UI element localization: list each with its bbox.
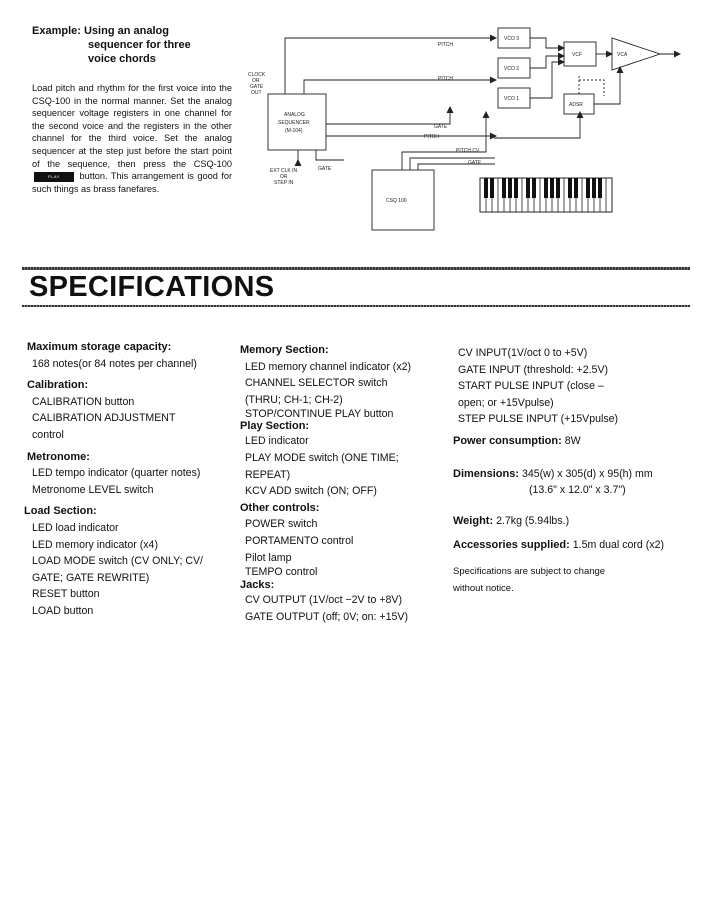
- play-item: PLAY MODE switch (ONE TIME;: [245, 451, 399, 464]
- metronome-heading: Metronome:: [27, 450, 90, 463]
- vco2-label: VCO 2: [504, 66, 520, 72]
- storage-heading: Maximum storage capacity:: [27, 341, 172, 353]
- accessories-row: [453, 537, 693, 554]
- keyboard-icon: [480, 178, 612, 212]
- clock-label-2: OR: [252, 78, 260, 84]
- dimensions-value-inches: (13.6" x 12.0" x 3.7"): [529, 484, 626, 497]
- other-item: PORTAMENTO control: [245, 534, 354, 547]
- load-item: LED load indicator: [32, 521, 119, 534]
- example-title-line2: sequencer for three: [88, 39, 191, 51]
- cv-input-item: CV INPUT(1V/oct 0 to +5V): [458, 347, 588, 359]
- vco1-label: VCO 1: [504, 96, 520, 102]
- load-section-heading: Load Section:: [24, 505, 97, 518]
- jacks-item: GATE OUTPUT (off; 0V; on: +15V): [245, 610, 408, 623]
- calibration-heading: Calibration:: [27, 379, 89, 392]
- storage-value: 168 notes(or 84 notes per channel): [32, 357, 197, 370]
- example-title-line1: Using an analog: [83, 25, 169, 37]
- step-pulse-item: STEP PULSE INPUT (+15Vpulse): [458, 413, 619, 426]
- weight-row: [453, 513, 693, 530]
- example-body-text-end: button. This arrangement is good for such things as brass fanefares.: [32, 171, 233, 194]
- bottom-rule: [22, 305, 690, 307]
- other-item: TEMPO control: [245, 566, 318, 579]
- clock-label-4: OUT: [251, 90, 262, 96]
- specs-column-1: [24, 339, 237, 620]
- metronome-item: Metronome LEVEL switch: [32, 483, 154, 496]
- ext-clk-label-2: OR: [280, 174, 288, 180]
- calibration-item: CALIBRATION ADJUSTMENT: [32, 412, 176, 425]
- calibration-item: control: [32, 428, 64, 441]
- memory-item: (THRU; CH-1; CH-2): [245, 393, 343, 406]
- specifications-title: SPECIFICATIONS: [29, 271, 275, 303]
- ext-clk-label-3: STEP IN: [274, 180, 294, 186]
- play-item: KCV ADD switch (ON; OFF): [245, 485, 377, 498]
- csq-label: CSQ 100: [386, 198, 407, 204]
- pitch-cv-label: PITCH CV: [456, 148, 480, 154]
- accessories-value: 1.5m dual cord (x2): [572, 539, 664, 552]
- play-key-icon: PLAY: [34, 172, 74, 182]
- memory-item: LED memory channel indicator (x2): [245, 360, 412, 373]
- jacks-heading: Jacks:: [240, 579, 275, 592]
- other-item: Pilot lamp: [245, 551, 292, 564]
- accessories-heading: Accessories supplied:: [453, 539, 570, 552]
- dimensions-row: [453, 466, 693, 483]
- calibration-item: CALIBRATION button: [32, 395, 135, 408]
- pitch-low-label: PITCH: [424, 134, 439, 140]
- notice-line: without notice.: [453, 582, 514, 594]
- example-heading: [32, 24, 232, 66]
- clock-label-1: CLOCK: [248, 72, 266, 78]
- power-value: 8W: [564, 434, 581, 447]
- other-controls-heading: Other controls:: [240, 501, 320, 514]
- ext-clk-label-1: EXT CLK IN: [270, 168, 298, 174]
- start-pulse-item: open; or +15Vpulse): [458, 396, 554, 409]
- gate-input-item: GATE INPUT (threshold: +2.5V): [458, 363, 609, 376]
- patch-diagram: [240, 18, 700, 238]
- play-item: LED indicator: [245, 435, 309, 448]
- example-title-line3: voice chords: [88, 53, 156, 65]
- pitch-mid-label: PITCH: [438, 76, 453, 82]
- weight-value: 2.7kg (5.94lbs.): [496, 514, 570, 527]
- gate-right-label: GATE: [468, 160, 482, 166]
- vcf-label: VCF: [572, 52, 582, 58]
- vca-label: VCA: [617, 52, 628, 58]
- load-item: LOAD MODE switch (CV ONLY; CV/: [32, 555, 203, 568]
- example-body: [32, 82, 232, 195]
- metronome-item: LED tempo indicator (quarter notes): [32, 467, 201, 480]
- vco3-label: VCO 3: [504, 36, 520, 42]
- memory-item: STOP/CONTINUE PLAY button: [245, 408, 394, 421]
- memory-item: CHANNEL SELECTOR switch: [245, 377, 388, 390]
- play-section-heading: Play Section:: [240, 420, 310, 433]
- clock-label-3: GATE: [250, 84, 264, 90]
- gate-seq-label: GATE: [318, 166, 332, 172]
- notice-line: Specifications are subject to change: [453, 565, 606, 577]
- load-item: LED memory indicator (x4): [32, 538, 158, 551]
- pitch-top-label: PITCH: [438, 42, 453, 48]
- weight-heading: Weight:: [453, 514, 494, 527]
- analog-seq-label-3: (M-104): [285, 128, 303, 134]
- start-pulse-item: START PULSE INPUT (close –: [458, 380, 604, 393]
- other-item: POWER switch: [245, 518, 318, 531]
- example-lead: Example:: [32, 25, 81, 37]
- load-item: RESET button: [32, 588, 100, 601]
- adsr-label: ADSR: [569, 102, 583, 108]
- load-item: LOAD button: [32, 604, 94, 617]
- example-body-text: Load pitch and rhythm for the first voice into the CSQ-100 in the normal manner. Set the analog sequencer voltage registers in one channel for the second voice and the registers in the other channel for the third voice. Set the analog sequencer at the step just before the start point of the sequence, then press the CSQ-100: [32, 83, 232, 169]
- dimensions-value: 345(w) x 305(d) x 95(h) mm: [521, 467, 653, 480]
- dimensions-heading: Dimensions:: [453, 467, 520, 480]
- power-row: [453, 433, 693, 450]
- load-item: GATE; GATE REWRITE): [32, 571, 150, 584]
- analog-seq-label-1: ANALOG: [284, 112, 305, 118]
- top-rule: [22, 267, 690, 270]
- specs-column-3: [453, 345, 693, 597]
- jacks-item: CV OUTPUT (1V/oct −2V to +8V): [245, 594, 403, 607]
- power-heading: Power consumption:: [453, 434, 562, 447]
- memory-heading: Memory Section:: [240, 344, 329, 356]
- analog-seq-label-2: SEQUENCER: [278, 120, 310, 126]
- play-item: REPEAT): [245, 468, 291, 481]
- specs-column-2: [240, 342, 445, 625]
- gate-mid-label: GATE: [434, 124, 448, 130]
